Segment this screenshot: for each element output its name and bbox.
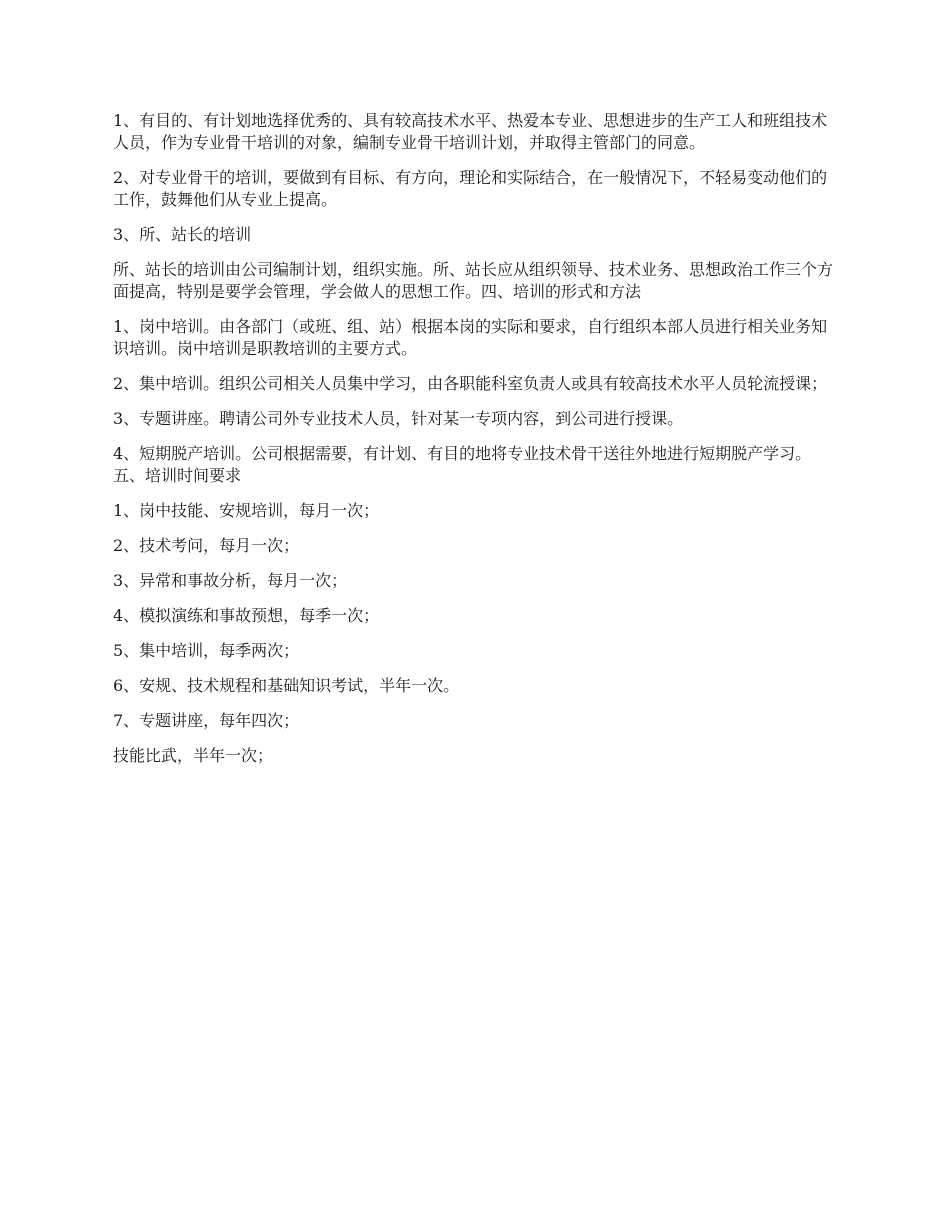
paragraph-backbone-training: 2、对专业骨干的培训，要做到有目标、有方向，理论和实际结合，在一般情况下，不轻易变动他们的工作，鼓舞他们从专业上提高。 [113,168,828,209]
schedule-item-6: 6、安规、技术规程和基础知识考试，半年一次。 [113,676,460,695]
paragraph-station-head-heading: 3、所、站长的培训 [113,225,252,244]
paragraph-station-head-training: 所、站长的培训由公司编制计划，组织实施。所、站长应从组织领导、技术业务、思想政治工作三个方面提高，特别是要学会管理，学会做人的思想工作。四、培训的形式和方法 [113,260,834,301]
paragraph-centralized-training: 2、集中培训。组织公司相关人员集中学习，由各职能科室负责人或具有较高技术水平人员轮流授课； [113,374,828,393]
schedule-item-skills-competition: 技能比武，半年一次； [113,746,274,765]
schedule-item-5: 5、集中培训，每季两次； [113,641,300,660]
paragraph-on-job-training: 1、岗中培训。由各部门（或班、组、站）根据本岗的实际和要求，自行组织本部人员进行相关业务知识培训。岗中培训是职教培训的主要方式。 [113,317,828,358]
paragraph-short-term-training: 4、短期脱产培训。公司根据需要，有计划、有目的地将专业技术骨干送往外地进行短期脱产学习。五、培训时间要求 [113,444,812,485]
schedule-item-4: 4、模拟演练和事故预想，每季一次； [113,606,380,625]
schedule-item-2: 2、技术考问，每月一次； [113,536,300,555]
document-body [113,110,843,780]
paragraph-special-lectures: 3、专题讲座。聘请公司外专业技术人员，针对某一专项内容，到公司进行授课。 [113,409,684,428]
schedule-item-1: 1、岗中技能、安规培训，每月一次； [113,501,380,520]
paragraph-trainee-selection: 1、有目的、有计划地选择优秀的、具有较高技术水平、热爱本专业、思想进步的生产工人和班组技术人员，作为专业骨干培训的对象，编制专业骨干培训计划，并取得主管部门的同意。 [113,111,828,152]
schedule-item-3: 3、异常和事故分析，每月一次； [113,571,348,590]
schedule-item-7: 7、专题讲座，每年四次； [113,711,300,730]
